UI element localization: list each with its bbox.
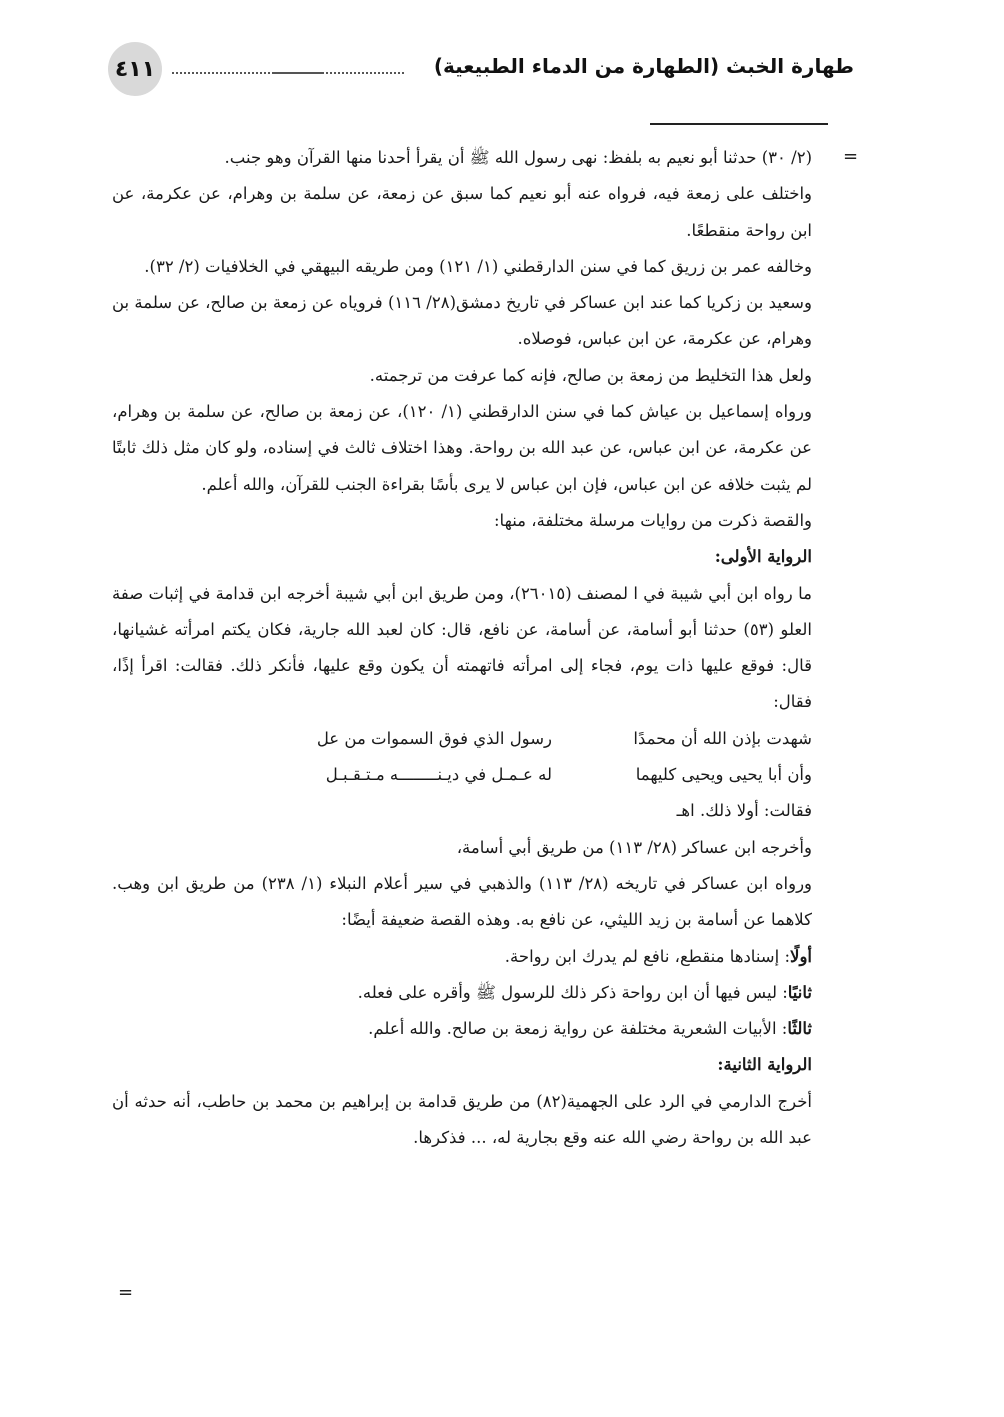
paragraph: وخالفه عمر بن زريق كما في سنن الدارقطني (١/ ١٢١) ومن طريقه البيهقي في الخلافيات (٢/ ٣٢). [144,256,812,276]
paragraph: والقصة ذكرت من روايات مرسلة مختلفة، منها: [494,510,812,530]
reason-item [112,939,812,975]
running-title: طهارة الخبث (الطهارة من الدماء الطبيعية) [433,54,854,78]
footnote-body [112,140,812,1156]
page-number-badge: ٤١١ [108,42,162,96]
page-header [108,42,854,100]
reason-lead: أولًا [790,946,812,966]
paragraph: أخرج الدارمي في الرد على الجهمية(٨٢) من طريق قدامة بن إبراهيم بن محمد بن حاطب، أنه حدثه أن عبد الله بن رواحة رضي الله عنه وقع بجارية له، ... فذكرها. [112,1091,812,1148]
paragraph: وأخرجه ابن عساكر (٢٨/ ١١٣) من طريق أبي أسامة، [456,837,812,857]
verse-hemistich: وأن أبا يحيى ويحيى كليهما [635,765,812,785]
continuation-mark-bottom: = [118,1282,134,1303]
paragraph: ما رواه ابن أبي شيبة في ا لمصنف (٢٦٠١٥)، ومن طريق ابن أبي شيبة أخرجه ابن قدامة في إثبات صفة العلو (٥٣) حدثنا أبو أسامة، عن أسامة، عن نافع، قال: كان لعبد الله جارية، فكان يكتم امرأته غشيانها، قال: فوقع عليها ذات يوم، فجاء إلى امرأته فاتهمته أن يكون وقع عليها، فأنكر ذلك. فقالت: اقرأ إذًا، فقال: [112,583,812,712]
verse-hemistich: له عـمـل في ديـنــــــــه مـتـقـبـل [325,765,552,785]
reason-item [112,1011,812,1047]
reason-text: : إسنادها منقطع، نافع لم يدرك ابن رواحة. [504,946,791,966]
paragraph: فقالت: أولا ذلك. اهـ [676,801,812,821]
paragraph: ولعل هذا التخليط من زمعة بن صالح، فإنه كما عرفت من ترجمته. [369,365,812,385]
continuation-mark-top: = [843,146,859,167]
reason-text: : الأبيات الشعرية مختلفة عن رواية زمعة بن صالح. والله أعلم. [368,1019,788,1039]
reason-text: : ليس فيها أن ابن رواحة ذكر ذلك للرسول ﷺ وأقره على فعله. [357,982,788,1002]
paragraph: وسعيد بن زكريا كما عند ابن عساكر في تاريخ دمشق(٢٨/ ١١٦) فروياه عن زمعة بن صالح، عن سلمة بن وهرام، عن عكرمة، عن ابن عباس، فوصلاه. [112,293,812,349]
poem-verse [112,721,812,757]
reason-lead: ثالثًا [787,1019,812,1039]
reason-lead: ثانيًا [787,982,812,1002]
paragraph: ورواه إسماعيل بن عياش كما في سنن الدارقطني (١/ ١٢٠)، عن زمعة بن صالح، عن سلمة بن وهرام، عن عكرمة، عن ابن عباس، عن عبد الله بن رواحة. وهذا اختلاف ثالث في إسناده، ولو كان مثل ذلك ثابتًا لم يثبت خلافه عن ابن عباس، فإن ابن عباس لا يرى بأسًا بقراءة الجنب للقرآن، والله أعلم. [112,402,812,494]
poem-verse [112,757,812,793]
section-heading: الرواية الأولى: [714,547,812,567]
paragraph: ورواه ابن عساكر في تاريخه (٢٨/ ١١٣) والذهبي في سير أعلام النبلاء (١/ ٢٣٨) من طريق ابن وهب. كلاهما عن أسامة بن زيد الليثي، عن نافع به. وهذه القصة ضعيفة أيضًا: [112,873,813,930]
verse-hemistich: رسول الذي فوق السموات من عل [316,728,552,748]
paragraph: واختلف على زمعة فيه، فرواه عنه أبو نعيم كما سبق عن زمعة، عن سلمة بن وهرام، عن عكرمة، عن ابن رواحة منقطعًا. [112,184,812,240]
header-leader-dots-right [274,56,404,74]
verse-hemistich: شهدت بإذن الله أن محمدًا [633,728,812,748]
section-heading: الرواية الثانية: [717,1055,812,1075]
footnote-separator [650,123,828,125]
paragraph: (٢/ ٣٠) حدثنا أبو نعيم به بلفظ: نهى رسول الله ﷺ أن يقرأ أحدنا منها القرآن وهو جنب. [224,148,812,167]
reason-item [112,975,812,1011]
